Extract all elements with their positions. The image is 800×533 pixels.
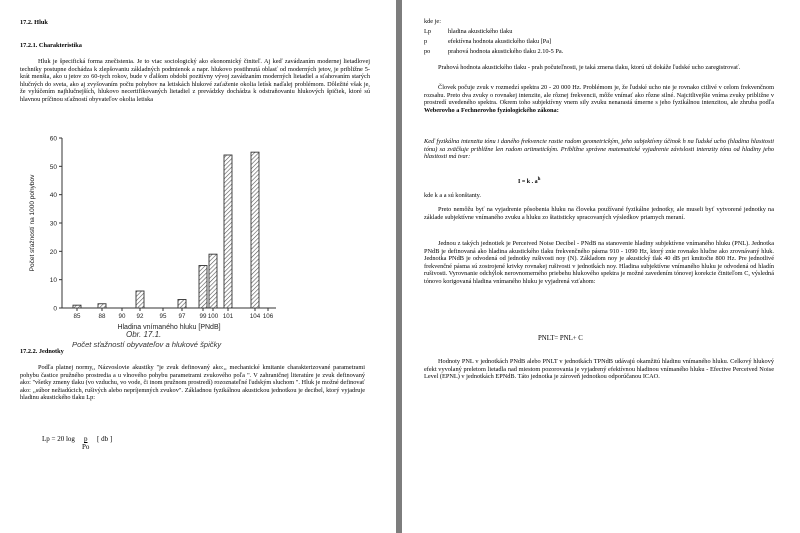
- formula-intensity: [518, 176, 540, 187]
- formula-pnlt: PNLT= PNL+ C: [538, 335, 583, 342]
- y-tick-label: 0: [53, 305, 57, 313]
- formula-intensity-body: I = k . a: [518, 179, 538, 185]
- formula-intensity-exponent: h: [537, 177, 541, 182]
- x-tick-label: 95: [159, 313, 167, 320]
- x-tick-label: 99: [199, 313, 207, 320]
- section-heading: 17.2. Hluk: [20, 19, 48, 26]
- subsection-heading-characteristics: 17.2.1. Charakteristika: [20, 42, 82, 49]
- constants-note: kde k a a sú konštanty.: [424, 192, 481, 199]
- bar: [224, 155, 232, 308]
- def-symbol: po: [424, 48, 431, 55]
- paragraph-hearing-range: [424, 84, 774, 114]
- x-tick-label: 85: [73, 313, 81, 320]
- y-tick-label: 20: [49, 248, 57, 256]
- paragraph-pndb: Jednou z takých jednotiek je Perceived Noise Decibel - PNdB na stanovenie hladiny subjektívne vnímaného hluku (PNL). Jednotka PNdB je definovaná ako hladina akustického tlaku frekvenčného pásma 910 - 1090 Hz, ktorý znie rovnako hlučne ako zrovnávaný hluk. Jednotka PNdB je odvodená od jednotky rušivosti noy (N). Základom noy je akustický tlak 40 dB pri kmitočte 800 Hz. Pre jednotlivé frekvenčné pásma sú zostrojené krivky rovnakej rušivosti v jednotkách noy. Hladina subjektívne vnímaného hluku je odvodená od hladín rušivosti. Vyrovnanie odchýlok nerovnomerného priebehu hlukového spektra je možné zavedením tónovej korekcie činiteľom C, výsledná tónovo korigovaná hladina vnímaného hluku je vyjadrená vzťahom:: [424, 240, 774, 285]
- bar: [178, 300, 186, 309]
- figure-complaints-chart: [20, 128, 360, 398]
- bar: [209, 254, 217, 308]
- def-symbol: p: [424, 38, 428, 45]
- x-tick-label: 104: [249, 313, 261, 320]
- def-description: efektívna hodnota akustického tlaku [Pa]: [448, 38, 552, 45]
- formula-denominator: Po: [82, 443, 90, 451]
- bar: [251, 152, 259, 308]
- def-description: hladina akustického tlaku: [448, 28, 513, 35]
- x-axis-label: Hladina vnímaného hluku [PNdB]: [117, 324, 221, 331]
- x-tick-label: 92: [136, 313, 144, 320]
- bar: [73, 305, 81, 308]
- formula-lhs: Lp = 20 log: [42, 435, 75, 443]
- y-tick-label: 10: [49, 277, 57, 285]
- def-symbol: Lp: [424, 28, 431, 35]
- x-tick-label: 106: [262, 313, 274, 320]
- left-page: [0, 0, 396, 533]
- y-tick-label: 40: [49, 192, 57, 200]
- x-tick-label: 90: [118, 313, 126, 320]
- x-tick-label: 101: [222, 313, 234, 320]
- bar-chart: [20, 128, 360, 398]
- subsection-heading-units: 17.2.2. Jednotky: [20, 348, 64, 355]
- bar: [199, 266, 207, 309]
- formula-bracket: [ db ]: [97, 435, 113, 443]
- paragraph-hearing-text: Človek počuje zvuk v rozmedzí spektra 20 - 20 000 Hz. Problémom je, že ľudské ucho nie je rovnako citlivé v celom frekvenčnom rozsahu. Preto dva zvuky o rovnakej intenzite, ale rôznej frekvencii, môže vnímať ako rôzne silné. Najcitlivejšie vníma zvuky približne v prostredí uvedeného spektra. Okrem toho subjektívny vnem sily zvuku nenarastá úmerne s jeho fyzikálnou intenzitou, ale zhruba podľa: [424, 84, 774, 107]
- paragraph-law-statement: Keď fyzikálna intenzita tónu i daného frekvencie rastie radom geometrickým, jeho subjektívny účinok h na ľudské ucho (hladina hlasitosti tónu) sa zväčšuje približne len radom aritmetickým. Približne správne matematické vyjadrenie závislosti intenzity tónu od hladiny jeho hlasitosti má tvar:: [424, 138, 774, 161]
- bar: [136, 291, 144, 308]
- y-tick-label: 60: [49, 135, 57, 143]
- paragraph-threshold: Prahová hodnota akustického tlaku - prah počuteľnosti, je taká zmena tlaku, ktorú už dokáže ľudské ucho zaregistrovať.: [438, 64, 741, 71]
- kde-je-label: kde je:: [424, 18, 441, 25]
- y-tick-label: 30: [49, 220, 57, 228]
- figure-label: Obr. 17.1.: [126, 330, 162, 339]
- intro-paragraph: Hluk je špecifická forma znečistenia. Je to viac sociologický ako ekonomický činiteľ. Aj keď zavádzaním modernej lietadlovej techniky postupne dochádza k zlepšovaniu základných podmienok a napr. hlukovo postihnutá oblasť od moderných jetov, je približne 5-krát menšia, ako u jetov zo 60-tych rokov, bude v ďalšom období pozitívny vývoj zavádzaním moderných lietadiel a sťahovaním starých hlučných do sveta, ako aj zvyšovaním počtu pohybov na letiskách hlukové zaťaženie okolia letísk naďalej problémom. Dôležité však je, že vylúčením najhlučnejších, hlukovo necertifikovaných lietadiel z prevádzky dochádza k odstraňovaniu hlukových špičiek, ktoré sú hlavnou príčinou sťažností obyvateľov okolia letiska: [20, 58, 370, 103]
- right-page: [402, 0, 800, 533]
- def-description: prahová hodnota akustického tlaku 2.10-5 Pa.: [448, 48, 564, 55]
- paragraph-subjective-units: Preto nemôžu byť na vyjadrenie pôsobenia hluku na človeka používané fyzikálne jednotky, ale museli byť vytvorené jednotky na základe subjektívne vnímaného zvuku a hluku zo štatisticky spracovaných výsledkov priamych meraní.: [424, 206, 774, 221]
- weber-fechner-law: Weberovho a Fechnerovho fyziologického zákona:: [424, 106, 559, 114]
- x-tick-label: 97: [178, 313, 186, 320]
- units-paragraph: Podľa platnej normy,, Názvoslovie akustiky "je zvuk definovaný ako:,, mechanické kmitanie charakterizované parametrami pohybu častice pružného prostredia a u vlnového pohybu parametrami zvukového poľa ". V zahraničnej literatúre je zvuk definovaný ako: "všetky zmeny tlaku (vo vzduchu, vo vode, či inom pružnom prostredí) rozoznateľné ľudským sluchom ". Hluk je možné definovať ako: ,,súbor nežiadúcich, rušivých alebo nepríjemných zvukov". Základnou fyzikálnou akustickou jednotkou je decibel, ktorý vyjadruje hladinu akustického tlaku Lp:: [20, 364, 365, 402]
- y-tick-label: 50: [49, 163, 57, 171]
- paragraph-epnl: Hodnoty PNL v jednotkách PNdB alebo PNLT v jednotkách TPNdB udávajú okamžitú hladinu vnímaného hluku. Celkový hlukový efekt vyvolaný preletom lietadla nad miestom pozorovania je vyjadrený efektívnou hladinou vnímaného hluku - Efective Perceived Noise Level (EPNL) v jednotkách EPNdB. Táto jednotka je zároveň jednotkou odporúčanou ICAO.: [424, 358, 774, 381]
- x-tick-label: 100: [207, 313, 219, 320]
- formula-numerator: p: [84, 435, 88, 443]
- figure-caption: Počet sťažností obyvateľov a hlukové špičky: [72, 340, 222, 349]
- x-tick-label: 88: [98, 313, 106, 320]
- y-axis-label: Počet sťažností na 1000 pohybov: [29, 174, 36, 272]
- bar: [98, 304, 106, 308]
